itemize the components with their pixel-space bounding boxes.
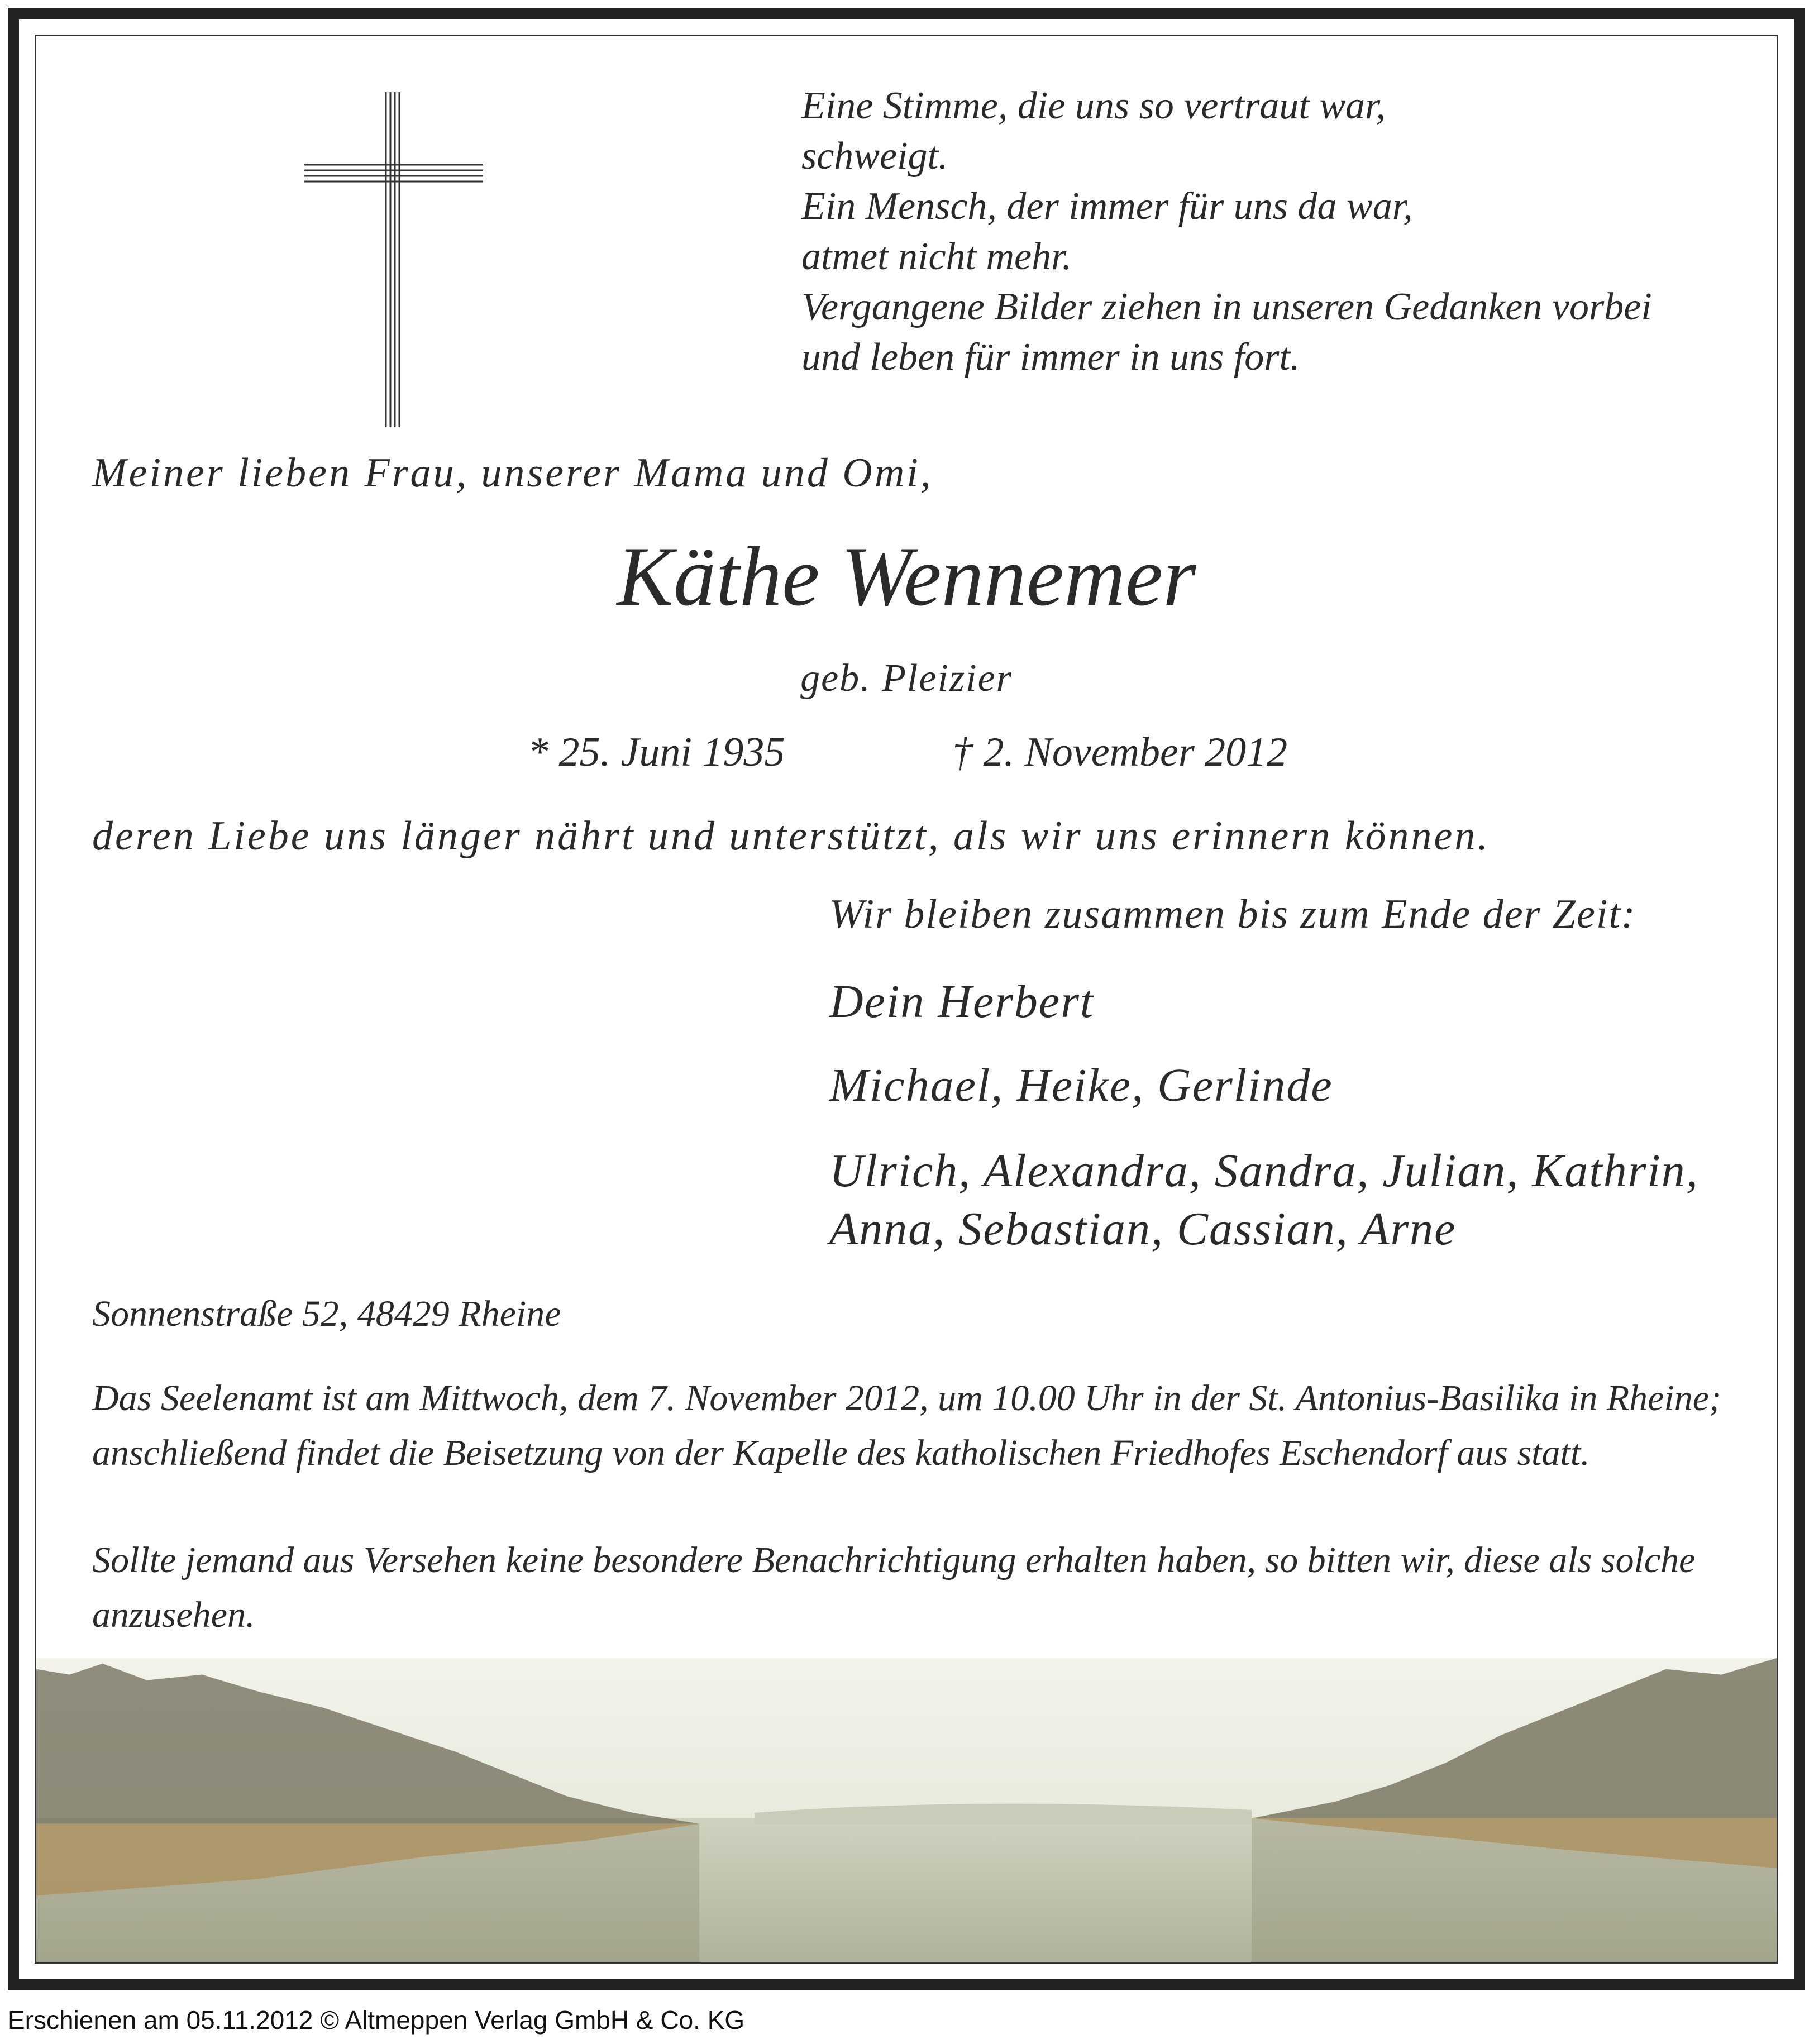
lake-landscape-image — [36, 1658, 1777, 1964]
birth-date: * 25. Juni 1935 — [528, 729, 785, 775]
verse-line: Vergangene Bilder ziehen in unseren Gedanken vorbei — [801, 285, 1652, 328]
cross-icon — [304, 92, 483, 427]
deceased-name: Käthe Wennemer — [617, 529, 1196, 623]
obituary-panel — [35, 35, 1778, 1964]
together-line: Wir bleiben zusammen bis zum Ende der Zeit: — [829, 891, 1636, 937]
service-details: Das Seelenamt ist am Mittwoch, dem 7. November 2012, um 10.00 Uhr in der St. Antonius-Basilika in Rheine; anschließend findet die Beisetzung von der Kapelle des katholischen Friedhofes Eschendorf aus statt. — [92, 1378, 1722, 1473]
obituary-frame — [8, 8, 1805, 1990]
love-line: deren Liebe uns länger nährt und unterstützt, als wir uns erinnern können. — [92, 813, 1490, 859]
family-line: Anna, Sebastian, Cassian, Arne — [829, 1203, 1457, 1255]
verse-line: Ein Mensch, der immer für uns da war, — [801, 185, 1413, 228]
memorial-verse — [801, 81, 1652, 383]
family-husband: Dein Herbert — [829, 976, 1095, 1028]
verse-line: und leben für immer in uns fort. — [801, 336, 1300, 379]
death-date: † 2. November 2012 — [952, 729, 1288, 775]
publication-footer: Erschienen am 05.11.2012 © Altmeppen Verlag GmbH & Co. KG — [8, 2005, 745, 2035]
verse-line: Eine Stimme, die uns so vertraut war, — [801, 84, 1386, 127]
verse-line: atmet nicht mehr. — [801, 235, 1072, 278]
family-line: Ulrich, Alexandra, Sandra, Julian, Kathrin, — [829, 1145, 1699, 1197]
maiden-name: geb. Pleizier — [800, 657, 1013, 700]
family-grandchildren — [829, 1142, 1699, 1258]
address: Sonnenstraße 52, 48429 Rheine — [92, 1293, 561, 1334]
verse-line: schweigt. — [801, 135, 948, 178]
dedication-line: Meiner lieben Frau, unserer Mama und Omi, — [92, 450, 933, 496]
family-children: Michael, Heike, Gerlinde — [829, 1059, 1333, 1111]
notice-text: Sollte jemand aus Versehen keine besondere Benachrichtigung erhalten haben, so bitten wir, diese als solche anzusehen. — [92, 1540, 1696, 1635]
